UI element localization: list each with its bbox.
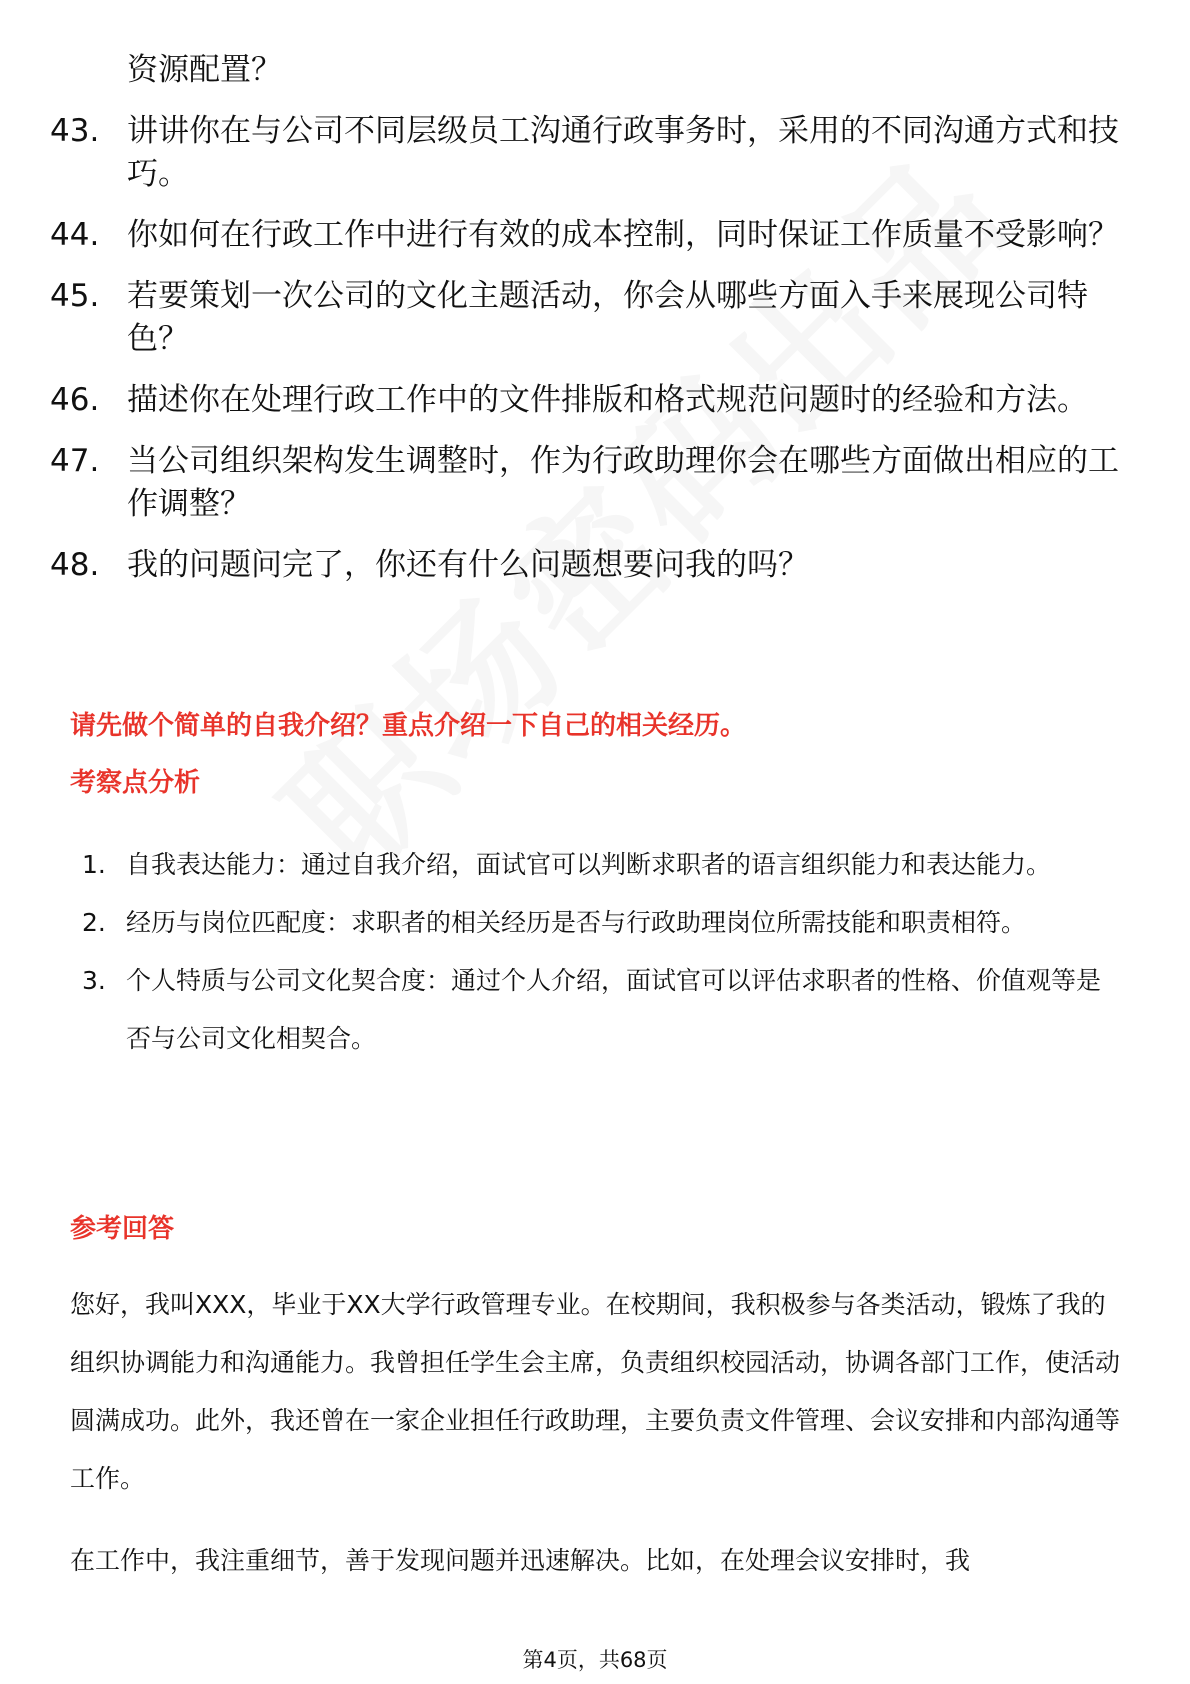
reference-heading: 参考回答: [70, 1214, 175, 1244]
answer-paragraph: 您好，我叫XXX，毕业于XX大学行政管理专业。在校期间，我积极参与各类活动，锻炼了我的组织协调能力和沟通能力。我曾担任学生会主席，负责组织校园活动，协调各部门工作，使活动圆满成功。此外，我还曾在一家企业担任行政助理，主要负责文件管理、会议安排和内部沟通等工作。: [70, 1290, 1121, 1493]
list-item: [82, 952, 1122, 1068]
list-item: [50, 110, 1130, 196]
list-item: [50, 440, 1130, 526]
question-text: 描述你在处理行政工作中的文件排版和格式规范问题时的经验和方法。: [127, 382, 1088, 418]
analysis-text: 经历与岗位匹配度：求职者的相关经历是否与行政助理岗位所需技能和职责相符。: [126, 908, 1027, 937]
analysis-list: [82, 836, 1122, 1068]
list-item: [50, 544, 1130, 587]
question-number: 45.: [50, 278, 100, 314]
question-text: 讲讲你在与公司不同层级员工沟通行政事务时，采用的不同沟通方式和技巧。: [127, 113, 1119, 192]
answer-paragraph: 在工作中，我注重细节，善于发现问题并迅速解决。比如，在处理会议安排时，我: [70, 1546, 971, 1575]
analysis-text: 个人特质与公司文化契合度：通过个人介绍，面试官可以评估求职者的性格、价值观等是否与公司文化相契合。: [126, 966, 1102, 1053]
question-number: 43.: [50, 113, 100, 149]
analysis-number: 3.: [82, 966, 106, 995]
section-question-heading: 请先做个简单的自我介绍？重点介绍一下自己的相关经历。: [70, 711, 747, 741]
question-continuation: 资源配置？: [127, 52, 282, 88]
analysis-text: 自我表达能力：通过自我介绍，面试官可以判断求职者的语言组织能力和表达能力。: [126, 850, 1052, 879]
question-text: 你如何在行政工作中进行有效的成本控制，同时保证工作质量不受影响？: [127, 217, 1119, 253]
question-text: 若要策划一次公司的文化主题活动，你会从哪些方面入手来展现公司特色？: [127, 278, 1088, 357]
analysis-number: 2.: [82, 908, 106, 937]
question-text: 我的问题问完了，你还有什么问题想要问我的吗？: [127, 547, 809, 583]
question-number: 48.: [50, 547, 100, 583]
question-number: 46.: [50, 382, 100, 418]
page-footer: 第4页，共68页: [522, 1648, 668, 1672]
question-number: 47.: [50, 443, 100, 479]
question-list: [50, 110, 1130, 605]
question-text: 当公司组织架构发生调整时，作为行政助理你会在哪些方面做出相应的工作调整？: [127, 443, 1119, 522]
analysis-number: 1.: [82, 850, 106, 879]
list-item: [50, 275, 1130, 361]
list-item: [50, 379, 1130, 422]
list-item: [82, 836, 1122, 894]
list-item: [82, 894, 1122, 952]
analysis-heading: 考察点分析: [70, 768, 201, 798]
question-number: 44.: [50, 217, 100, 253]
list-item: [50, 214, 1130, 257]
